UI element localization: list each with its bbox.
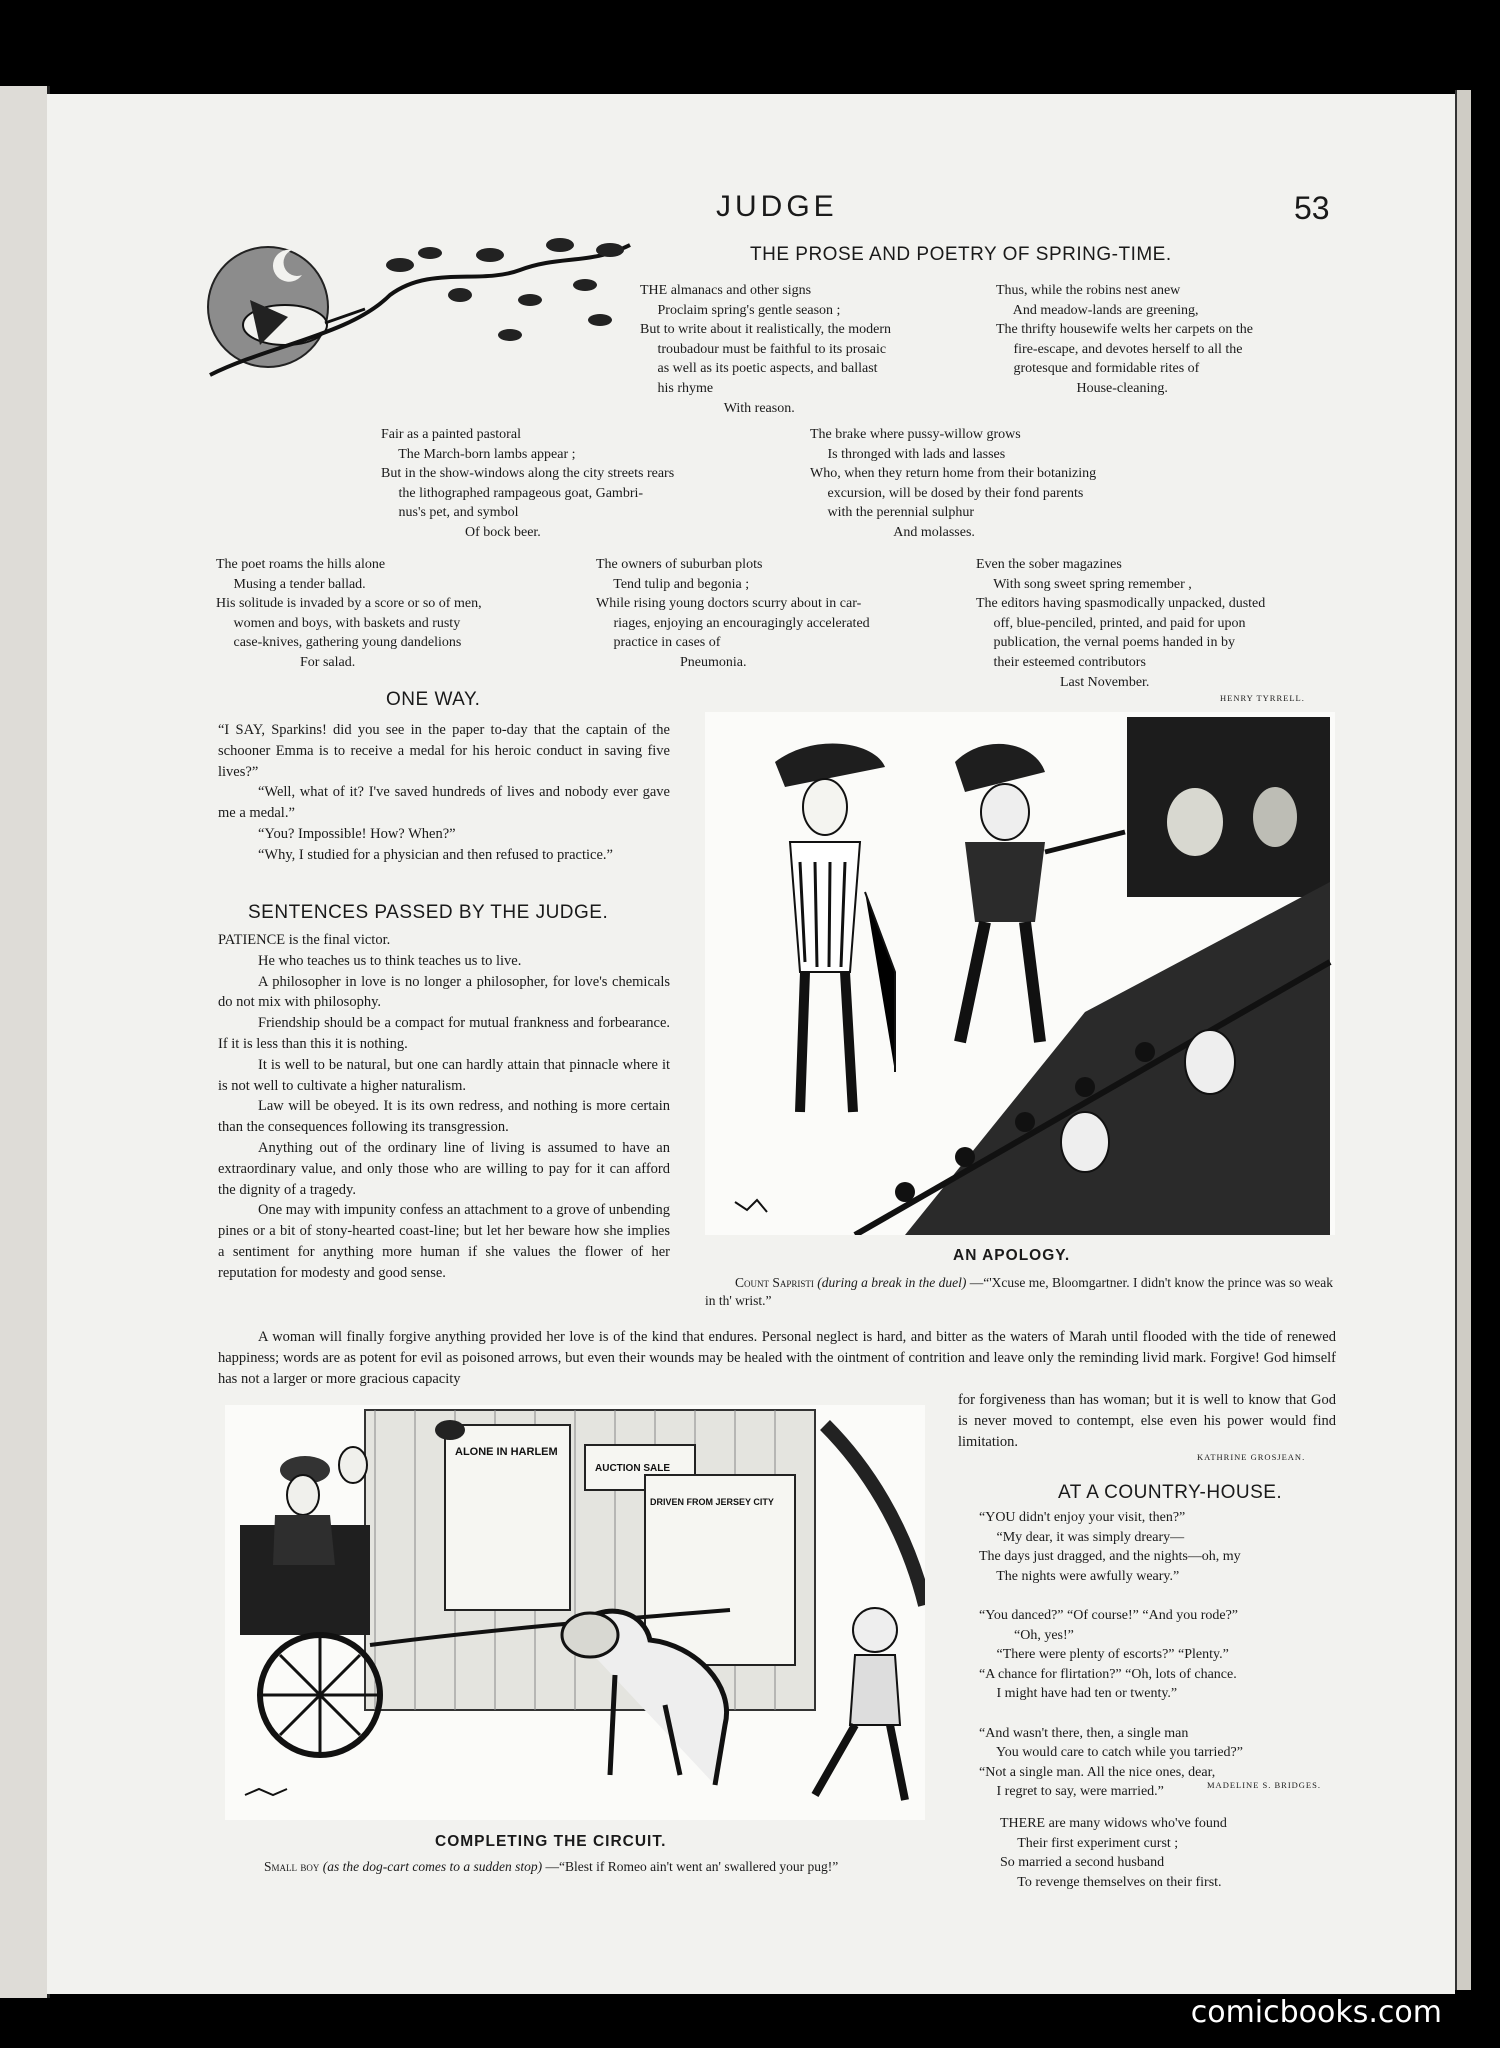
- page-edge: [1455, 90, 1471, 1990]
- sentences-final-continued: for forgiveness than has woman; but it is well to know that God is never moved to contempt, else even his power would find limitation.: [958, 1392, 1336, 1450]
- widows-verse: THERE are many widows who've found Their first experiment curst ; So married a second husband To revenge themselves on their first.: [1000, 1816, 1227, 1890]
- sentence-paragraph: It is well to be natural, but one can hardly attain that pinnacle where it is not well to cultivate a higher naturalism.: [218, 1056, 670, 1094]
- spring-author: HENRY TYRRELL.: [1220, 693, 1305, 703]
- apology-quote: —“'Xcuse me, Bloomgartner. I didn't know the prince was so weak in th' wrist.”: [705, 1275, 1334, 1308]
- country-house-author: MADELINE S. BRIDGES.: [1207, 1780, 1321, 1790]
- circuit-caption: [228, 1858, 928, 1876]
- apology-direction: (during a break in the duel): [817, 1275, 967, 1290]
- spring-poem-title: THE PROSE AND POETRY OF SPRING-TIME.: [750, 244, 1172, 265]
- book-spine: [0, 86, 50, 1998]
- spring-verse-6: The owners of suburban plots Tend tulip and begonia ; While rising young doctors scurry about in car- riages, enjoying an encouragingly accelerated practice in cases of Pneumonia.: [596, 557, 870, 670]
- sentences-text: [218, 930, 670, 1284]
- sentence-paragraph: Anything out of the ordinary line of living is assumed to have an extraordinary value, and only those who are willing to pay for it can afford the dignity of a tragedy.: [218, 1139, 670, 1198]
- one-way-paragraph: “Well, what of it? I've saved hundreds of lives and nobody ever gave me a medal.”: [218, 784, 670, 822]
- spring-verse-2: Thus, while the robins nest anew And meadow-lands are greening, The thrifty housewife welts her carpets on the fire-escape, and devotes herself to all the grotesque and formidable rites of House-cleaning.: [996, 283, 1253, 396]
- circuit-title: COMPLETING THE CIRCUIT.: [435, 1833, 667, 1850]
- circuit-quote: —“Blest if Romeo ain't went an' swallered your pug!”: [545, 1859, 839, 1874]
- one-way-story: [218, 720, 670, 866]
- sentence-paragraph: PATIENCE is the final victor.: [218, 932, 391, 948]
- circuit-speaker: Small boy: [264, 1859, 320, 1874]
- sentence-paragraph: One may with impunity confess an attachment to a grove of unbending pines or a bit of stony-hearted coast-line; but let her beware how she implies a sentiment for anything more human if she values the flower of her reputation for modesty and good sense.: [218, 1202, 670, 1281]
- country-house-verse: “YOU didn't enjoy your visit, then?” “My dear, it was simply dreary— The days just dragged, and the nights—oh, my The nights were awfully weary.” “You danced?” “Of course!” “And you rode?” “Oh, yes!” “There were plenty of escorts?” “Plenty.” “A chance for flirtation?” “Oh, lots of chance. I might have had ten or twenty.” “And wasn't there, then, a single man You would care to catch while you tarried?” “Not a single man. All the nice ones, dear, I regret to say, were married.”: [979, 1510, 1243, 1800]
- apology-speaker: Count Sapristi: [735, 1275, 814, 1290]
- spring-verse-5: The poet roams the hills alone Musing a tender ballad. His solitude is invaded by a score or so of men, women and boys, with baskets and rusty case-knives, gathering young dandelions For salad.: [216, 557, 482, 670]
- one-way-title: ONE WAY.: [386, 689, 481, 710]
- apology-caption: [705, 1274, 1335, 1310]
- circuit-illustration: [225, 1405, 925, 1820]
- apology-illustration: [705, 712, 1335, 1235]
- spring-verse-4: The brake where pussy-willow grows Is thronged with lads and lasses Who, when they return home from their botanizing excursion, will be dosed by their fond parents with the perennial sulphur And molasses.: [810, 427, 1097, 540]
- spring-verse-7: Even the sober magazines With song sweet spring remember , The editors having spasmodically unpacked, dusted off, blue-penciled, printed, and paid for upon publication, the vernal poems handed in by their esteemed contributors Last November.: [976, 557, 1266, 690]
- country-house-title: AT A COUNTRY-HOUSE.: [1058, 1482, 1283, 1503]
- sentences-final-paragraph: A woman will finally forgive anything provided her love is of the kind that endures. Personal neglect is hard, and bitter as the waters of Marah until flooded with the tide of renewed happiness; words are as potent for evil as poisoned arrows, but even their wounds may be healed with the ointment of contrition and leave only the reminding livid mark. Forgive! God himself has not a larger or more gracious capacity: [218, 1329, 1336, 1387]
- site-watermark: comicbooks.com: [1190, 1995, 1442, 2030]
- one-way-paragraph: “Why, I studied for a physician and then refused to practice.”: [258, 846, 613, 863]
- sentence-paragraph: Law will be obeyed. It is its own redress, and nothing is more certain than the consequences following its transgression.: [218, 1098, 670, 1136]
- page-number: 53: [1294, 190, 1330, 226]
- sentence-paragraph: A philosopher in love is no longer a philosopher, for love's chemicals do not mix with philosophy.: [218, 973, 670, 1011]
- poster-auction-sale: AUCTION SALE: [595, 1463, 670, 1474]
- bird-moon-illustration: [190, 225, 640, 400]
- one-way-paragraph: “I SAY, Sparkins! did you see in the paper to-day that the captain of the schooner Emma is to receive a medal for his heroic conduct in saving five lives?”: [218, 722, 670, 780]
- one-way-paragraph: “You? Impossible! How? When?”: [258, 825, 456, 842]
- sentence-paragraph: Friendship should be a compact for mutual frankness and forbearance. If it is less than this it is nothing.: [218, 1015, 670, 1052]
- circuit-direction: (as the dog-cart comes to a sudden stop): [322, 1859, 543, 1874]
- poster-alone-in-harlem: ALONE IN HARLEM: [455, 1446, 558, 1458]
- spring-verse-1: THE almanacs and other signs Proclaim spring's gentle season ; But to write about it realistically, the modern troubadour must be faithful to its prosaic as well as its poetic aspects, and ballast his rhyme With reason.: [640, 283, 892, 416]
- spring-verse-3: Fair as a painted pastoral The March-born lambs appear ; But in the show-windows along the city streets rears the lithographed rampageous goat, Gambri- nus's pet, and symbol Of bock beer.: [381, 427, 675, 540]
- sentences-title: SENTENCES PASSED BY THE JUDGE.: [248, 902, 609, 923]
- apology-title: AN APOLOGY.: [953, 1247, 1071, 1264]
- sentence-paragraph: He who teaches us to think teaches us to live.: [258, 952, 522, 969]
- sentences-author: KATHRINE GROSJEAN.: [1197, 1452, 1306, 1462]
- magazine-title: JUDGE: [716, 190, 838, 223]
- poster-driven-from-jersey-city: DRIVEN FROM JERSEY CITY: [650, 1497, 774, 1507]
